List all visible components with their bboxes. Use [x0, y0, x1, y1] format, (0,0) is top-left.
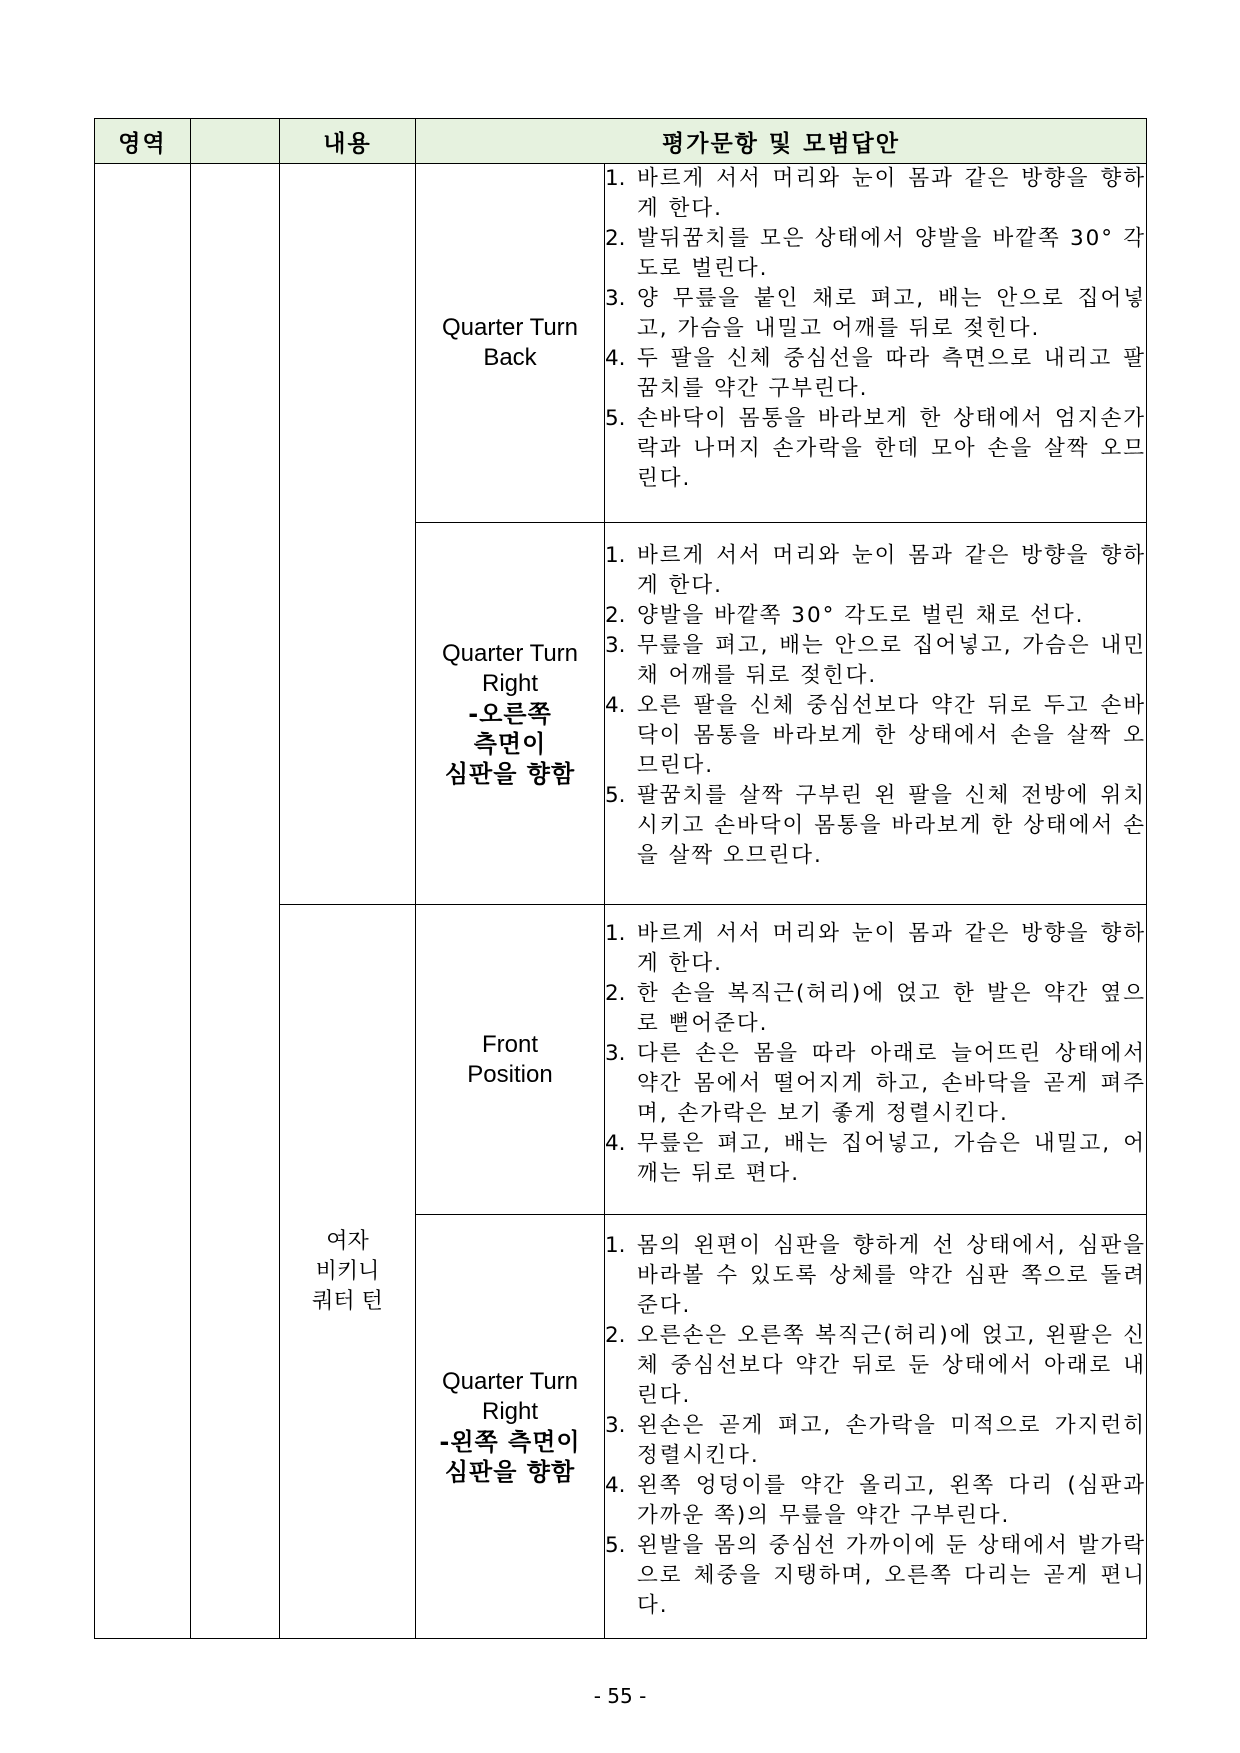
step-list — [605, 1231, 1146, 1621]
step-number: 5. — [605, 1533, 626, 1558]
step-item — [605, 284, 1146, 344]
pose-line: Position — [467, 1060, 553, 1088]
blank-cell — [191, 164, 280, 1639]
pose-cell — [416, 164, 605, 523]
header-content: 내용 — [280, 119, 416, 164]
step-number: 4. — [605, 346, 626, 371]
step-number: 4. — [605, 693, 626, 718]
step-text: 왼발을 몸의 중심선 가까이에 둔 상태에서 발가락으로 체중을 지탱하며, 오른쪽 다리는 곧게 편니다. — [637, 1533, 1147, 1618]
step-item — [605, 164, 1146, 224]
step-text: 양 무릎을 붙인 채로 펴고, 배는 안으로 집어넣고, 가슴을 내밀고 어깨를 뒤로 젖힌다. — [637, 286, 1147, 341]
step-text: 무릎을 펴고, 배는 안으로 집어넣고, 가슴은 내민 채 어깨를 뒤로 젖힌다. — [637, 633, 1147, 688]
table-header-row — [95, 119, 1147, 164]
step-number: 2. — [605, 981, 626, 1006]
step-number: 3. — [605, 633, 626, 658]
pose-cell — [416, 1215, 605, 1639]
answer-cell — [605, 905, 1147, 1215]
step-number: 1. — [605, 921, 626, 946]
step-number: 4. — [605, 1131, 626, 1156]
pose-line: Right — [481, 669, 539, 697]
pose-description — [416, 699, 604, 789]
subgroup-cell — [280, 905, 416, 1639]
page-number: - 55 - — [593, 1684, 647, 1708]
pose-name — [416, 639, 604, 699]
pose-line: Quarter Turn — [441, 314, 579, 341]
subgroup-line: 여자 — [326, 1228, 369, 1254]
step-item — [605, 979, 1146, 1039]
step-item — [605, 781, 1146, 871]
pose-line: Front — [481, 1030, 538, 1058]
step-item — [605, 1531, 1146, 1621]
pose-line: -오른쪽 — [468, 699, 552, 728]
step-text: 발뒤꿈치를 모은 상태에서 양발을 바깥쪽 30° 각도로 벌린다. — [637, 226, 1147, 281]
step-number: 3. — [605, 1413, 626, 1438]
step-number: 2. — [605, 603, 626, 628]
content-cell-top — [280, 164, 416, 905]
step-item — [605, 1321, 1146, 1411]
step-text: 손바닥이 몸통을 바라보게 한 상태에서 엄지손가락과 나머지 손가락을 한데 모아 손을 살짝 오므린다. — [637, 406, 1147, 491]
step-item — [605, 1231, 1146, 1321]
evaluation-table — [94, 118, 1147, 1639]
step-item — [605, 224, 1146, 284]
pose-name — [416, 1030, 604, 1090]
step-item — [605, 541, 1146, 601]
step-text: 왼쪽 엉덩이를 약간 올리고, 왼쪽 다리 (심판과 가까운 쪽)의 무릎을 약간 구부린다. — [637, 1473, 1147, 1528]
step-number: 5. — [605, 783, 626, 808]
step-text: 왼손은 곧게 펴고, 손가락을 미적으로 가지런히 정렬시킨다. — [637, 1413, 1147, 1468]
step-text: 팔꿈치를 살짝 구부린 왼 팔을 신체 전방에 위치시키고 손바닥이 몸통을 바라보게 한 상태에서 손을 살짝 오므린다. — [637, 783, 1147, 868]
step-number: 3. — [605, 1041, 626, 1066]
pose-line: Right — [481, 1397, 539, 1425]
step-list — [605, 541, 1146, 871]
subgroup-line: 비키니 — [315, 1258, 380, 1284]
header-area: 영역 — [95, 119, 191, 164]
step-text: 바르게 서서 머리와 눈이 몸과 같은 방향을 향하게 한다. — [637, 166, 1147, 221]
answer-cell — [605, 1215, 1147, 1639]
step-number: 3. — [605, 286, 626, 311]
step-item — [605, 631, 1146, 691]
step-item — [605, 691, 1146, 781]
step-item — [605, 1411, 1146, 1471]
step-item — [605, 404, 1146, 494]
step-item — [605, 1471, 1146, 1531]
table-row — [95, 164, 1147, 523]
step-number: 2. — [605, 226, 626, 251]
step-number: 1. — [605, 543, 626, 568]
step-item — [605, 919, 1146, 979]
step-number: 2. — [605, 1323, 626, 1348]
step-number: 5. — [605, 406, 626, 431]
step-number: 1. — [605, 166, 626, 191]
step-number: 4. — [605, 1473, 626, 1498]
header-evaluation: 평가문항 및 모범답안 — [416, 119, 1147, 164]
step-item — [605, 1039, 1146, 1129]
pose-cell — [416, 523, 605, 905]
pose-line: 심판을 향함 — [444, 759, 576, 788]
answer-cell — [605, 523, 1147, 905]
pose-cell — [416, 905, 605, 1215]
step-text: 바르게 서서 머리와 눈이 몸과 같은 방향을 향하게 한다. — [637, 921, 1147, 976]
step-text: 한 손을 복직근(허리)에 얹고 한 발은 약간 옆으로 뻗어준다. — [637, 981, 1147, 1036]
step-list — [605, 164, 1146, 494]
step-list — [605, 919, 1146, 1189]
pose-name — [416, 1367, 604, 1427]
area-cell — [95, 164, 191, 1639]
pose-line: 심판을 향함 — [444, 1457, 576, 1486]
pose-line: 측면이 — [473, 729, 547, 758]
step-text: 몸의 왼편이 심판을 향하게 선 상태에서, 심판을 바라볼 수 있도록 상체를 약간 심판 쪽으로 돌려준다. — [637, 1233, 1147, 1318]
header-blank — [191, 119, 280, 164]
step-item — [605, 1129, 1146, 1189]
step-text: 양발을 바깥쪽 30° 각도로 벌린 채로 선다. — [637, 603, 1085, 628]
pose-name — [416, 313, 604, 373]
answer-cell — [605, 164, 1147, 523]
pose-line: -왼쪽 측면이 — [439, 1427, 581, 1456]
step-text: 다른 손은 몸을 따라 아래로 늘어뜨린 상태에서 약간 몸에서 떨어지게 하고, 손바닥을 곧게 펴주며, 손가락은 보기 좋게 정렬시킨다. — [637, 1041, 1147, 1126]
step-text: 두 팔을 신체 중심선을 따라 측면으로 내리고 팔꿈치를 약간 구부린다. — [637, 346, 1147, 401]
pose-line: Back — [483, 344, 537, 371]
subgroup-line: 쿼터 턴 — [312, 1288, 383, 1314]
step-text: 오른 팔을 신체 중심선보다 약간 뒤로 두고 손바닥이 몸통을 바라보게 한 상태에서 손을 살짝 오므린다. — [637, 693, 1147, 778]
pose-description — [416, 1427, 604, 1487]
step-item — [605, 601, 1146, 631]
step-text: 오른손은 오른쪽 복직근(허리)에 얹고, 왼팔은 신체 중심선보다 약간 뒤로 둔 상태에서 아래로 내린다. — [637, 1323, 1147, 1408]
step-text: 무릎은 펴고, 배는 집어넣고, 가슴은 내밀고, 어깨는 뒤로 편다. — [637, 1131, 1147, 1186]
step-text: 바르게 서서 머리와 눈이 몸과 같은 방향을 향하게 한다. — [637, 543, 1147, 598]
pose-line: Quarter Turn — [441, 1367, 579, 1395]
step-number: 1. — [605, 1233, 626, 1258]
step-item — [605, 344, 1146, 404]
pose-line: Quarter Turn — [441, 639, 579, 667]
